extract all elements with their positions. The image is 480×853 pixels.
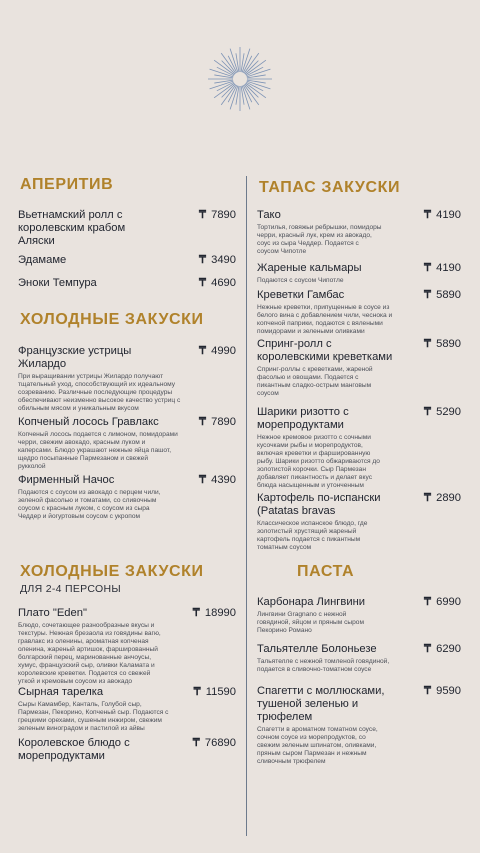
item-name: Эноки Темпура [18,277,97,289]
menu-item [257,262,461,285]
item-name: Жареные кальмары [257,262,362,274]
menu-item [257,289,461,336]
item-name: Копченый лосось Гравлакс [18,416,159,428]
tenge-icon: ₸ [423,209,432,221]
item-description: Нежные креветки, припущенные в соусе из белого вина с добавлением чили, чеснока и копченой паприки, подаются с вялеными помидорами и зелеными оливками [257,304,393,335]
item-name: Тальятелле Болоньезе [257,643,377,655]
section-title-cold-starters-sharing: ХОЛОДНЫЕ ЗАКУСКИ [20,563,204,580]
menu-item [18,345,236,413]
item-name: Спагетти с моллюсками, тушеной зеленью и трюфелем [257,685,385,723]
tenge-icon: ₸ [423,262,432,274]
item-description: Спринг-роллы с креветками, жареной фасолью и овощами. Подается с пикантным сладко-острым манговым соусом [257,366,373,397]
item-price: ₸ 4990 [198,345,236,357]
item-description: Копченый лосось подается с лимоном, помидорами черри, свежим авокадо, красным луком и каперсами. Блюдо украшают нежные яйца пашот, щедро посыпанные Пармезаном и свежей рукколой [18,431,178,470]
item-price: ₸ 4190 [423,209,461,221]
item-description: Сыры Камамбер, Канталь, Голубой сыр, Пармезан, Пекорино, Копченый сыр. Подаются с грецкими орехами, сушеным инжиром, свежим зеленым виноградом и пастилой из айвы [18,701,169,732]
item-price: ₸ 5290 [423,406,461,418]
item-price: ₸ 7890 [198,416,236,428]
tenge-icon: ₸ [198,277,207,289]
item-description: Тальятелле с нежной томленой говядиной, подается в сливочно-томатном соусе [257,658,390,673]
tenge-icon: ₸ [198,345,207,357]
item-price: ₸ 9590 [423,685,461,697]
menu-item [18,737,236,763]
menu-item [257,643,461,674]
item-price: ₸ 4690 [198,277,236,289]
item-name: Королевское блюдо с морепродуктами [18,737,130,762]
item-price: ₸ 7890 [198,209,236,221]
item-price: ₸ 3490 [198,254,236,266]
item-price: ₸ 4390 [198,474,236,486]
item-name: Тако [257,209,281,221]
item-description: Спагетти в ароматном томатном соусе, сочном соусе из морепродуктов, со свежим зеленым шпинатом, оливками, пряным сыром Пармезан и нежным сливочным трюфелем [257,726,378,765]
menu-item [18,209,236,248]
sun-burst-logo-icon [207,46,273,112]
section-title-pasta: ПАСТА [297,563,355,580]
item-price: ₸ 18990 [192,607,236,619]
menu-item [18,607,236,686]
menu-item [18,277,236,290]
item-price: ₸ 6290 [423,643,461,655]
menu-item [18,416,236,471]
tenge-icon: ₸ [423,492,432,504]
section-title-cold-starters: ХОЛОДНЫЕ ЗАКУСКИ [20,311,204,328]
tenge-icon: ₸ [192,737,200,749]
menu-item [257,209,461,256]
menu-item [18,474,236,521]
item-name: Картофель по-испански (Patatas bravas [257,492,381,517]
item-price: ₸ 6990 [423,596,461,608]
tenge-icon: ₸ [193,686,201,698]
section-title-tapas: ТАПАС ЗАКУСКИ [259,179,401,196]
tenge-icon: ₸ [423,685,432,697]
item-description: Блюдо, сочетающее разнообразные вкусы и текстуры. Нежная брезаола из говядины вагю, гравлакс из оленины, ароматная копченая оленина, жареный артишок, фаршированный болгарский перец, маринованные анчоусы, хумус, французский сыр, оливки Каламата и королевские креветки. Подается со свежей уткой и кремовым соусом из авокадо [18,622,161,685]
tenge-icon: ₸ [423,643,432,655]
menu-item [257,596,461,635]
item-name: Сырная тарелка [18,686,104,698]
tenge-icon: ₸ [423,338,432,350]
menu-item [18,686,236,733]
tenge-icon: ₸ [198,254,207,266]
item-description: Подаются с соусом из авокадо с перцем чили, зеленой фасолью и томатами, со сливочным соусом с красным луком, с соусом из сыра Чеддер и йогуртовым соусом с укропом [18,489,161,520]
item-name: Вьетнамский ролл с королевским крабом Аляски [18,209,126,247]
item-name: Шарики ризотто с морепродуктами [257,406,349,431]
item-name: Спринг-ролл с королевскими креветками [257,338,393,363]
item-name: Карбонара Лингвини [257,596,366,608]
tenge-icon: ₸ [198,209,207,221]
item-price: ₸ 5890 [423,289,461,301]
section-subtitle: ДЛЯ 2-4 ПЕРСОНЫ [20,583,121,595]
item-name: Плато "Eden" [18,607,87,619]
item-name: Эдамаме [18,254,67,266]
tenge-icon: ₸ [423,406,432,418]
menu-item [257,406,461,490]
item-price: ₸ 5890 [423,338,461,350]
menu-item [18,254,236,267]
item-price: ₸ 11590 [193,686,236,698]
item-description: Лингвини Gragnano с нежной говядиной, яйцом и пряным сыром Пекорино Романо [257,611,364,634]
item-name: Французские устрицы Жилардо [18,345,132,370]
item-price: ₸ 76890 [192,737,236,749]
section-title-aperitif: АПЕРИТИВ [20,176,114,193]
menu-item [257,492,461,552]
item-price: ₸ 2890 [423,492,461,504]
item-price: ₸ 4190 [423,262,461,274]
tenge-icon: ₸ [198,416,207,428]
item-description: При выращивании устрицы Жилардо получают тщательный уход, способствующий их идеальному созреванию. Различные последующие процедуры обеспечивают неизменно высокое качество устриц с обильным мясом и уникальным вкусом [18,373,181,412]
menu-item [257,685,461,766]
menu-item [257,338,461,398]
tenge-icon: ₸ [192,607,200,619]
item-description: Тортилья, говяжьи ребрышки, помидоры черри, красный лук, крем из авокадо, соус из сыра Чеддер. Подается с соусом Чипотле [257,224,382,255]
tenge-icon: ₸ [423,289,432,301]
item-description: Нежное кремовое ризотто с сочными кусочками рыбы и морепродуктов, включая креветки и фаршированную рыбу. Шарики ризотто обжариваются до золотистой корочки. Сыр Пармезан добавляет пикантность и делает вкус блюда насыщенным и утонченным [257,434,380,489]
column-divider [246,176,247,836]
tenge-icon: ₸ [198,474,207,486]
item-description: Подаются с соусом Чипотле [257,277,344,284]
item-name: Фирменный Начос [18,474,115,486]
tenge-icon: ₸ [423,596,432,608]
item-description: Классическое испанское блюдо, где золотистый хрустящий жареный картофель подается с пикантным томатным соусом [257,520,368,551]
item-name: Креветки Гамбас [257,289,345,301]
